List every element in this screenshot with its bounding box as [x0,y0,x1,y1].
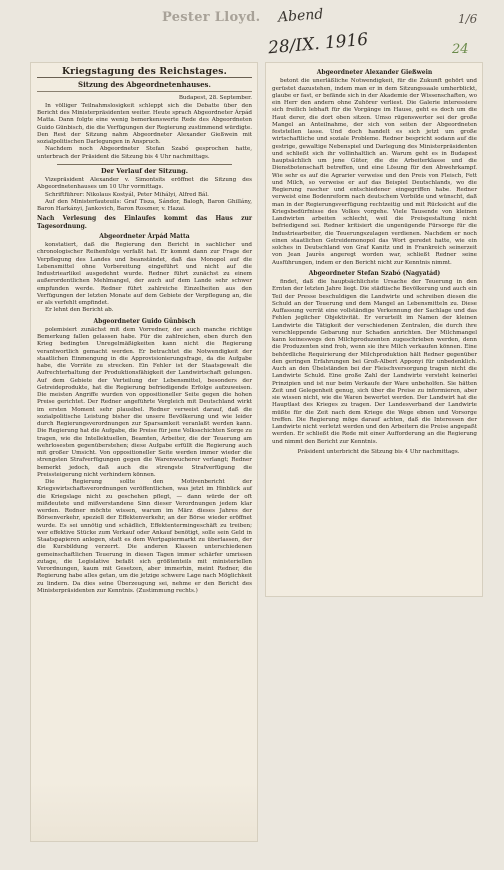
intro-paragraph: Nachdem noch Abgeordneter Stefan Szabó gesprochen hatte, unterbrach der Präsident die Sitzung bis 4 Uhr nachmittags. [37,146,252,160]
article-subheadline: Sitzung des Abgeordnetenhauses. [37,81,252,91]
proceedings-paragraph: Vizepräsident Alexander v. Simontsits eröffnet die Sitzung des Abgeordnetenhauses um 10 Uhr vormittags. [37,177,252,191]
speech-paragraph: Er lehnt den Bericht ab. [45,307,114,314]
archive-page-number: 24 [452,42,469,57]
speech-paragraph: konstatiert, daß die Regierung den Bericht in sachlicher und chronologischer Reihenfolge verfaßt hat. Er kommt dann zur Frage der Verpflegung des Landes und beanständet, daß das Monopol auf die Lebensmittel ohne Vorbereitung eingeführt und nicht auf die Industriearlikel ausgedehnt wurde. Redner führt zunächst zu einem außerordentlichen Mehlmangel, der auch auf dem Lande sehr schwer empfunden werde. Redner führt zahlreiche Einzelheiten aus den Verfügungen der letzten Monate auf dem Gebiete der Verpflegung an, die er als verfehlt empfindet. [37,242,252,306]
clipping-column-right [265,62,483,597]
proceedings-paragraph: Auf den Ministerfauteuils: Graf Tisza, Sándor, Balogh, Baron Ghillány, Baron Harkányi, Jankovich, Baron Roszner, v. Hazai. [37,198,252,212]
intro-paragraph: In völliger Teilnahmslosigkeit schleppt sich die Debatte über den Bericht des Ministerpräsidenten weiter. Heute sprach Abgeordneter Árpád Matta. Dann folgte eine wenig bemerkenswerte Rede des Abgeordneten Guido Günbisch, die die Verfügungen der Regierung zustimmend würdigte. Den Rest der Sitzung nahm Abgeordneter Alexander Gießwein mit sozialpolitischen Darlegungen in Anspruch. [37,102,252,145]
speech-paragraph: Die Regierung sollte den Motivenbericht der Kriegswirtschaftsverordnungen veröffentlichen, was jetzt im Hinblick auf die Kriegslage nicht zu geschehen pflegt, — dann würde der oft mißdeutete und mißverstandene Sinn dieser Verordnungen jedem klar werden. Redner möchte wissen, warum im März dieses Jahres der Börsenverkehr, speziell der Effektenverkehr, an der Börse wieder eröffnet wurde. Es sei unnötig und schädlich, Effektentermingeschäft zu treiben; wer effektive Stücke zum Verkauf oder Ankauf benötigt, solle sein Geld in Staatspapieren anlegen, statt es dem Wertpapiermarkt zu überlassen, der die Kursbildung verzerrt. Die anderen Klassen unterschiedenen gemeinschaftlichen Teuerung in diesen Tagen immer schärfer umrissen zutage, die Legislative befaßt sich größtenteils mit ministeriellen Verordnungen, kaum mit Gesetzen, aber immerhin, meint Redner, die Regierung habe alles getan, um die jetzige schwere Lage nach Möglichkeit zu lindern. Da dies seine Überzeugung sei, nehme er den Bericht des Ministerpräsidenten zur Kenntnis. (Zustimmung rechts.) [37,479,252,594]
speaker-heading: Abgeordneter Árpád Matta [99,232,190,240]
speaker-heading: Abgeordneter Alexander Gießwein [316,69,433,76]
archive-mark-top: 1/6 [458,12,478,26]
agenda-line: Nach Verlesung des Einlaufes kommt das Haus zur Tagesordnung. [37,215,252,230]
section-title: Der Verlauf der Sitzung. [101,166,188,175]
dateline: Budapest, 28. September. [178,94,252,101]
handwritten-edition: Abend [277,6,324,26]
closing-line: Präsident unterbricht die Sitzung bis 4 Uhr nachmittags. [297,448,460,455]
speech-paragraph: betont die unerläßliche Notwendigkeit, für die Zukunft gehört und gerüstet dazustehen, indem man er in dem Sitzungssaale umherblickt, glaube er fast, er befände sich in der Akademie der Wissenschaften, wo ein Herr den andern ohne Zuhörer verliest. Die Galerie interessiere sich freilich lebhaft für die Vorgänge im Hause, geht es doch um die Haut derer, die dort oben sitzen. Umso rügenswerter sei der große Mangel an Anteilnahme, der sich von seiten der Abgeordneten feststellen lasse. Und doch handelt es sich jetzt um große wirtschaftliche und soziale Probleme. Redner bespricht sodann auf die gestrige, gewaltige Nebenspiel und Darlegung des Ministerpräsidenten und schließt sich ihr vollinhaltlich an. Warum geht es in Budapest hauptsächlich um jene Güter, die die Arbeiterklasse und die Dienstbotenschaft betreffen, und eine Lösung für den Abwehrkampf. Wie sehr es auf die Agrarier verweise und den Preis von Fleisch, Fett und Milch, so verweise er auf das Beispiel Deutschlands, wo die Regierung rascher und entschiedener eingegriffen habe. Redner verweist eine Bodenreform nach deutschem Vorbilde und wünscht, daß man in der Regierungsverfügung rechtzeitig und mit Rücksicht auf die Kriegsbedürfnisse des Volkes vorgehe. Viele Tausende von kleinen Landwirten arbeiten schlecht, weil die Preisgestaltung nicht befriedigend sei. Redner kritisiert die ungenügende Fürsorge für die Industriearbeiter, die Teuerungszulagen verdienen. Nachdem er noch einen staatlichen Getreidemonopol das Wort geredet hatte, wie ein solches in Deutschland von Graf Kanitz und in Frankreich seinerzeit von Jean Jaurès angeregt worden war, schließt Redner seine Ausführungen, indem er den Bericht nicht zur Kenntnis nimmt. [272,78,477,266]
speaker-heading: Abgeordneter Stefan Szabó (Nagyatád) [308,269,441,277]
handwritten-date: 28/IX. 1916 [267,29,369,59]
speech-paragraph: polemisiert zunächst mit dem Vorredner, der auch manche richtige Bemerkung fallen gelassen habe. Für die zahlreichen, eben durch den Krieg bedingten Unregelmäßigkeiten kann nicht die Regierung verantwortlich gemacht werden. Er betrachtet die Notwendigkeit der staatlichen Einmengung in die Approvisionierungsfrage, da die Aufgabe habe, die Vorräte zu strecken. Ein Fehler ist der Staatsgewalt die Aufrechterhaltung der Produktionsfähigkeit der Landwirtschaft gelungen. Auf dem Gebiete der Verteilung der Lebensmittel, besonders der Getreideprodukte, hat die Regierung befriedigende Erfolge aufzuweisen. Die meisten Angriffe wurden von oppositioneller Seite gegen die hohen Preise gerichtet. Der Redner angeführte Vergleich mit Deutschland wirkt im ersten Moment sehr plausibel. Redner verweist darauf, daß die sozialpolitische Leistung bisher die unsere Bevölkerung und wie leider durch Regierungsverordnungen zur Sparsamkeit veranlaßt werden kann. Die Regierung hat die Aufgabe, die Preise für jene Volksschichten Sorge zu tragen, wie die Intellektuellen, Beamten, Arbeiter, die der Teuerung am wehrlosesten gegenüberstehen; diese Aufgabe erfüllt die Regierung auch mit großer Umsicht. Von oppositioneller Seite werden immer wieder die strengsten Strafverfügungen gegen die Warenwucherer verlangt; Redner bemerkt jedoch, daß auch die strengste Strafverfügung die Preissteigerung nicht verhindern können. [37,326,252,478]
paper-aging [31,781,257,841]
proceedings-paragraph: Schriftführer: Nikolaus Kostyál, Peter Mihályi, Alfred Bál. [45,191,209,198]
masthead: Pester Lloyd. [162,10,261,25]
speech-paragraph: findet, daß die hauptsächlichste Ursache der Teuerung in den Ernten der letzten Jahre liegt. Die städtische Bevölkerung und auch ein Teil der Presse beschuldigen die Landwirte und schreiben diesen die Schuld an der Teuerung und dem Mangel an Lebensmitteln zu. Diese Auffassung verrät eine vollständige Verkennung der Sachlage und das Fehlen jeglicher Objektivität. Er verurteilt im Namen der kleinen Landwirte die Tätigkeit der verschiedenen Zentralen, die durch ihre verschleppende Gebarung nur Schaden anrichten. Der Milchmangel kann keineswegs den Milchproduzenten zugeschrieben werden, denn die Produzenten sind froh, wenn sie ihre Milch verkaufen können. Eine behördliche Requirierung der Milchproduktion hält Redner gegenüber den geringen Erfahrungen bei Groß-Albert Apponyi für unbedenklich. Auch an den Übelständen bei der Fleischversorgung tragen nicht die Landwirte Schuld. Eine große Zahl der Landwirte versteht keinerlei Prinzipien und ist nur beim Verkaufe der Ware unbeholfen. Sie hätten Zeit und Gelegenheit genug, sich über die Preise zu informieren, aber sie wissen nicht, wie die Waren bewertet werden. Der Landwirt hat die Hauptlast des Krieges zu tragen. Der Landesverband der Landwirte müßte für die Zeit nach dem Kriege die Wege ebnen und Vorsorge treffen. Die Regierung möge darauf achten, daß die Interessen der Landwirte nicht verletzt werden und den Arbeitern die Preise angepaßt werden. Er schließt die Rede mit einer Aufforderung an die Regierung und nimmt den Bericht zur Kenntnis. [272,279,477,445]
speaker-heading: Abgeordneter Guido Günbisch [93,317,196,325]
clipping-column-left [30,62,258,842]
divider [57,164,232,165]
article-headline: Kriegstagung des Reichstages. [37,68,252,78]
